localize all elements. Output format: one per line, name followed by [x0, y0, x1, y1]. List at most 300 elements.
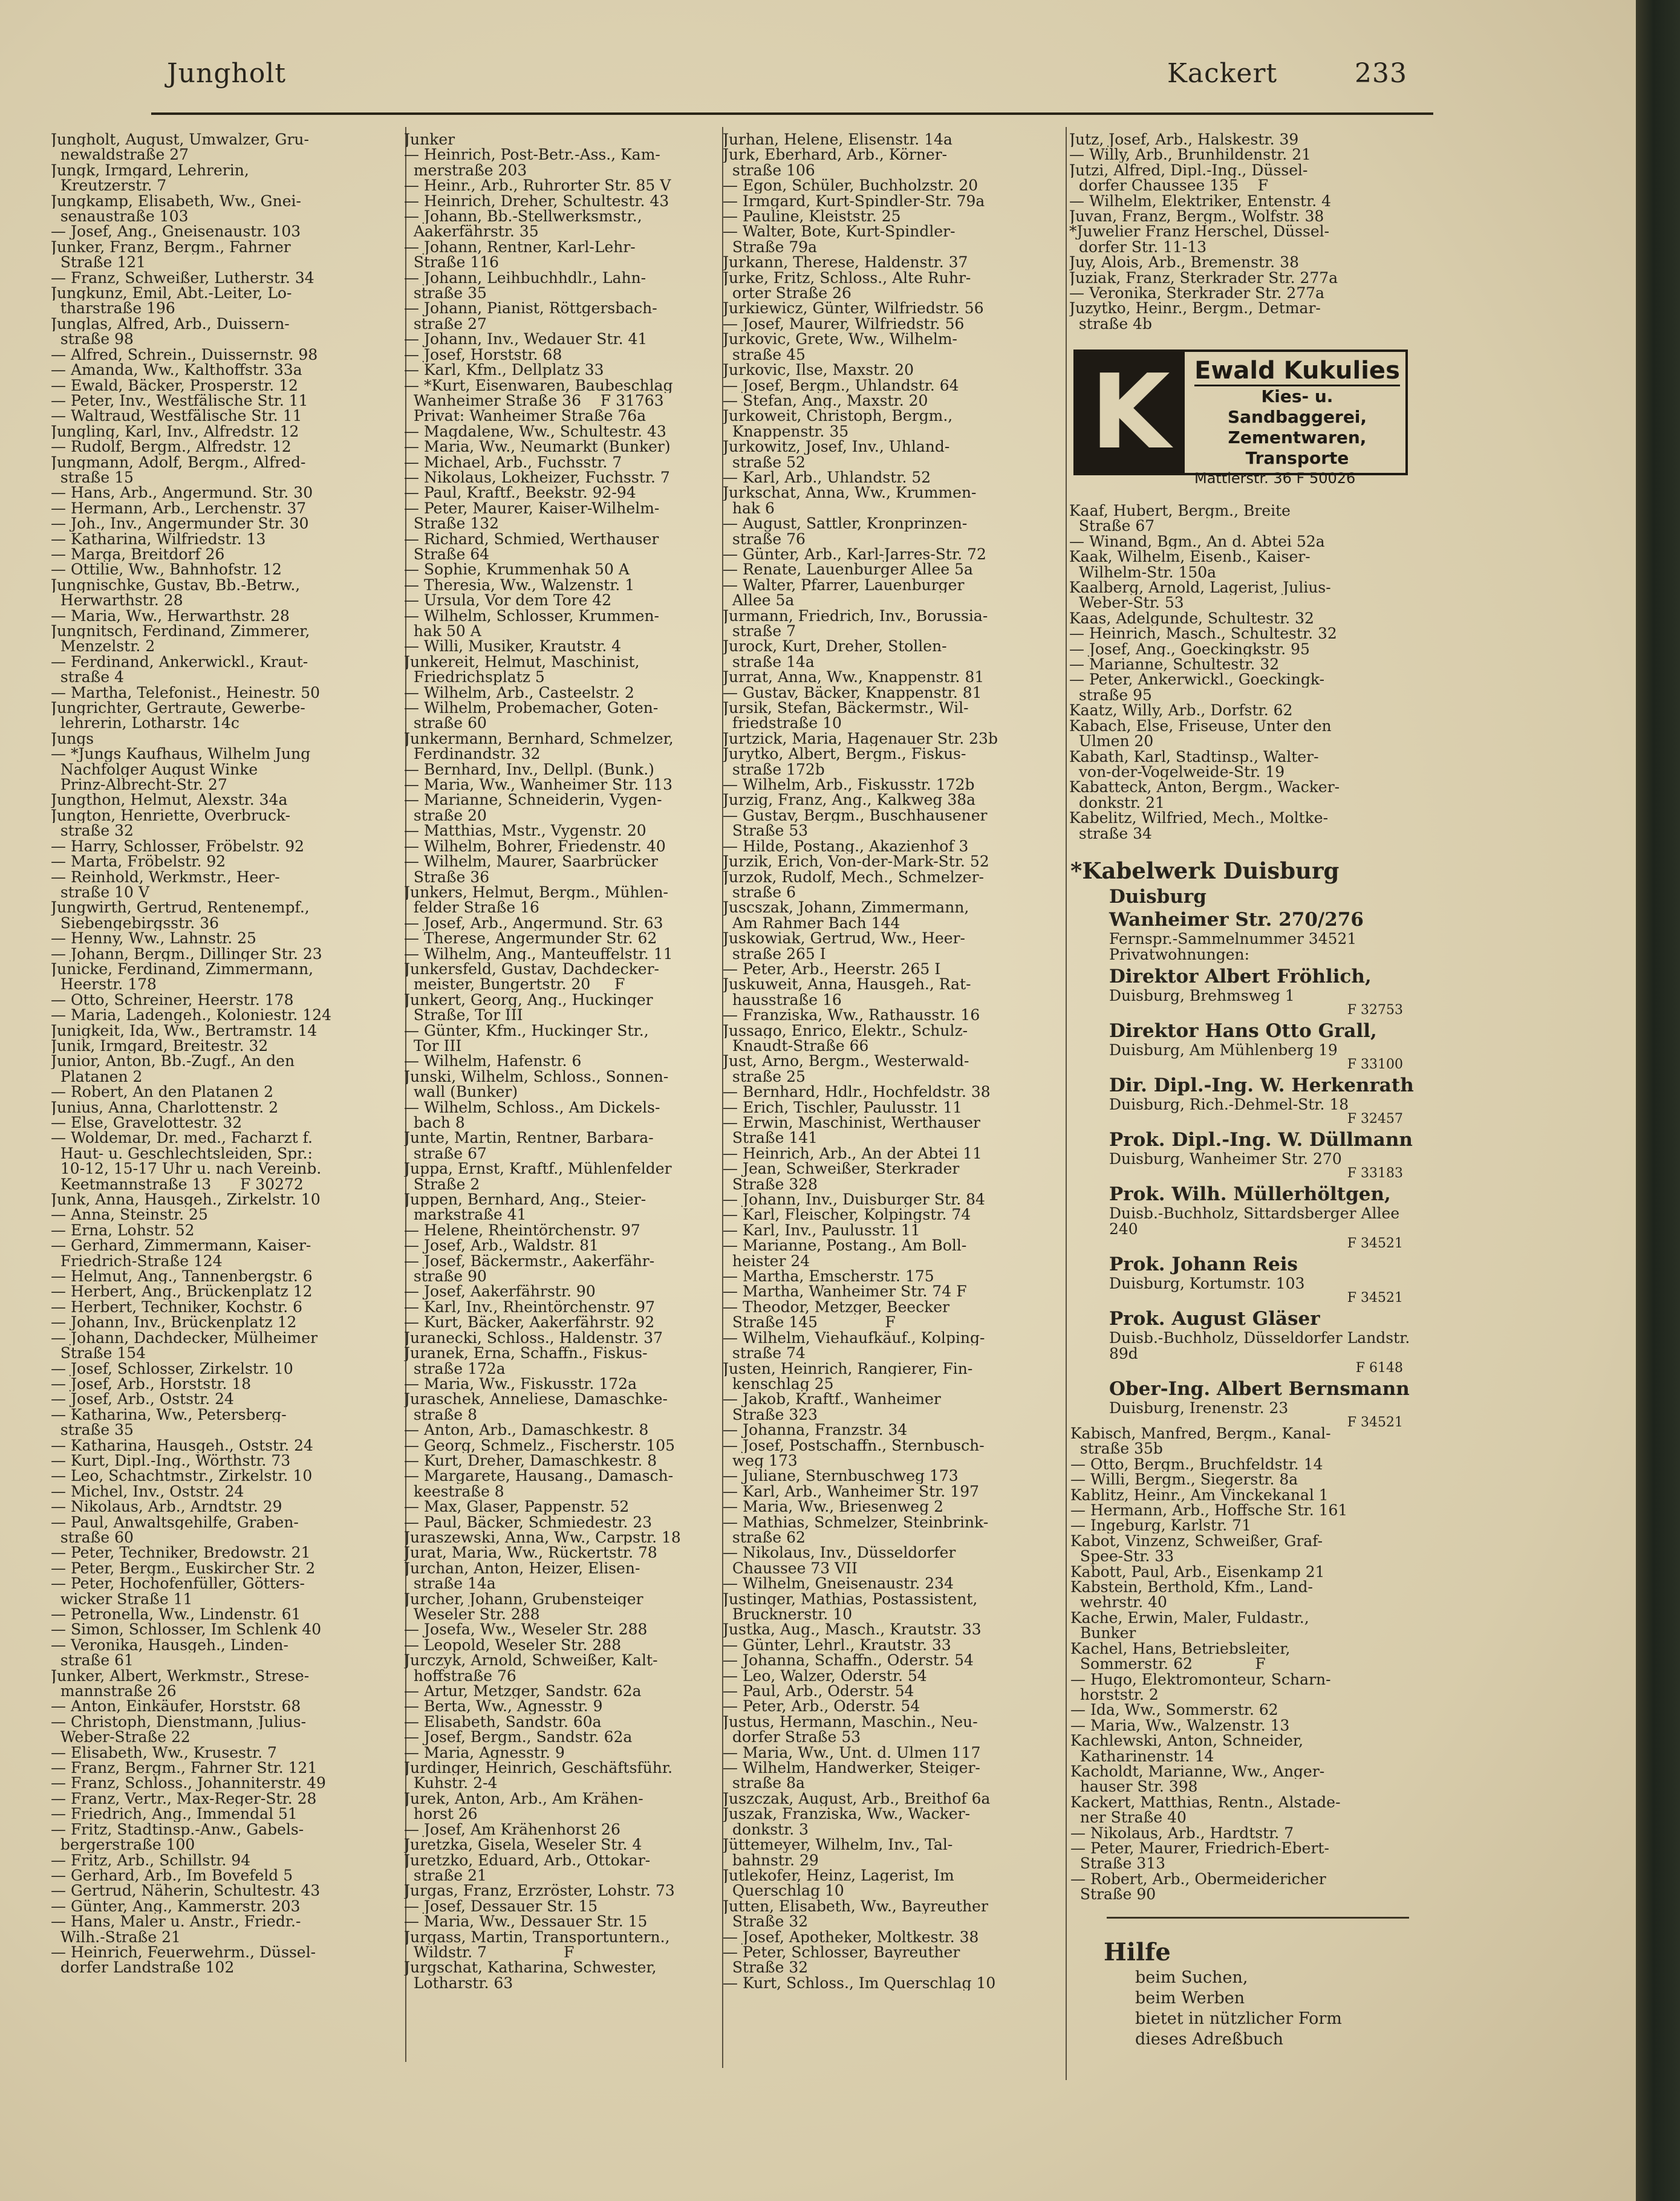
directory-entry-line: — August, Sattler, Kronprinzen-: [723, 516, 968, 532]
directory-entry-line: — Pauline, Kleiststr. 25: [723, 209, 901, 224]
directory-entry-line: merstraße 203: [404, 162, 527, 178]
hilfe-rule-top: [1107, 1917, 1409, 1919]
directory-entry-line: Juppen, Bernhard, Ang., Steier-: [404, 1192, 646, 1208]
directory-entry-line: Knappenstr. 35: [723, 423, 849, 440]
kabelwerk-people: [1070, 965, 1427, 1429]
directory-entry-line: senaustraße 103: [51, 209, 189, 224]
directory-entry-line: tharstraße 196: [51, 301, 175, 316]
directory-entry-line: Jurzik, Erich, Von-der-Mark-Str. 52: [723, 854, 989, 870]
directory-entry-line: hausstraße 16: [723, 992, 842, 1008]
directory-entry-line: straße 32: [51, 823, 134, 839]
directory-entry-line: — Karl, Kfm., Dellplatz 33: [404, 362, 604, 378]
directory-entry-line: — Kurt, Schloss., Im Querschlag 10: [723, 1975, 996, 1991]
kabelwerk-person-phone: F 33183: [1347, 1166, 1403, 1181]
directory-entry-line: Kabatteck, Anton, Bergm., Wacker-: [1069, 779, 1340, 795]
directory-entry-line: — Jean, Schweißer, Sterkrader: [723, 1161, 960, 1177]
directory-entry-line: — Josef, Ang., Gneisenaustr. 103: [51, 224, 301, 239]
directory-entry-line: Junkereit, Helmut, Maschinist,: [404, 654, 640, 670]
directory-entry-line: — Gustav, Bergm., Buschhausener: [723, 807, 988, 824]
directory-entry-line: Kabstein, Berthold, Kfm., Land-: [1070, 1579, 1313, 1595]
directory-entry-line: — Juliane, Sternbuschweg 173: [723, 1468, 959, 1484]
directory-entry-line: Bunker: [1070, 1625, 1136, 1641]
directory-entry-line: — Wilhelm, Hafenstr. 6: [404, 1053, 582, 1069]
directory-entry-line: Jurkann, Therese, Haldenstr. 37: [723, 255, 968, 270]
directory-entry-line: — Artur, Metzger, Sandstr. 62a: [404, 1683, 642, 1699]
directory-entry-line: — Erna, Lohstr. 52: [51, 1222, 195, 1238]
directory-entry-line: Kabisch, Manfred, Bergm., Kanal-: [1070, 1426, 1331, 1442]
directory-entry-line: straße 20: [404, 807, 487, 824]
directory-entry-line: Straße 53: [723, 823, 809, 839]
ad-line: Zementwaren,: [1228, 428, 1367, 447]
directory-entry-line: Aakerfährstr. 35: [404, 224, 539, 239]
directory-entry-line: straße 25: [723, 1068, 806, 1085]
directory-entry-line: Wildstr. 7 F: [404, 1944, 575, 1960]
directory-entry-line: — Josef, Postschaffn., Sternbusch-: [723, 1437, 985, 1453]
directory-entry-line: wall (Bunker): [404, 1084, 518, 1100]
hilfe-notice: [1104, 1937, 1406, 2050]
kabelwerk-person-name: Direktor Albert Fröhlich,: [1109, 966, 1372, 987]
directory-entry-line: Wilhelm-Str. 150a: [1069, 564, 1217, 580]
directory-entry-line: Jurytko, Albert, Bergm., Fiskus-: [723, 746, 966, 762]
directory-entry-line: — Robert, Arb., Obermeidericher: [1070, 1871, 1326, 1887]
kabelwerk-person-address: Duisburg, Am Mühlenberg 19: [1109, 1041, 1338, 1059]
directory-entry-line: mannstraße 26: [51, 1683, 177, 1699]
directory-entry-line: Jurk, Eberhard, Arb., Körner-: [723, 147, 948, 163]
directory-entry-line: — Johann, Inv., Wedauer Str. 41: [404, 331, 648, 347]
directory-entry-line: Kaak, Wilhelm, Eisenb., Kaiser-: [1069, 549, 1310, 565]
directory-entry-line: straße 8a: [723, 1775, 805, 1791]
directory-entry-line: Juszak, Franziska, Ww., Wacker-: [723, 1806, 971, 1822]
kabelwerk-person-address: Duisburg, Rich.-Dehmel-Str. 18: [1109, 1096, 1349, 1113]
directory-entry-line: — Hugo, Elektromonteur, Scharn-: [1070, 1671, 1331, 1687]
directory-entry-line: — Paul, Kraftf., Beekstr. 92-94: [404, 485, 636, 501]
directory-entry-line: Straße 79a: [723, 239, 818, 255]
directory-entry-line: Jungkamp, Elisabeth, Ww., Gnei-: [51, 193, 301, 209]
column-4: [1069, 132, 1432, 331]
directory-entry-line: Kabach, Else, Friseuse, Unter den: [1069, 718, 1332, 734]
directory-entry-line: — Maria, Ww., Unt. d. Ulmen 117: [723, 1744, 981, 1761]
directory-entry-line: Jutzi, Alfred, Dipl.-Ing., Düssel-: [1069, 162, 1308, 178]
directory-entry-line: — Josef, Arb., Oststr. 24: [51, 1391, 234, 1407]
directory-entry-line: Kachlewski, Anton, Schneider,: [1070, 1733, 1304, 1749]
directory-entry-line: Siebengebirgsstr. 36: [51, 915, 220, 931]
directory-entry-line: — Otto, Schreiner, Heerstr. 178: [51, 992, 294, 1008]
directory-entry-line: friedstraße 10: [723, 715, 842, 731]
directory-entry-line: Straße 145 F: [723, 1315, 896, 1330]
directory-entry-line: straße 67: [404, 1145, 487, 1162]
directory-entry-line: — Wilhelm, Schlosser, Krummen-: [404, 608, 659, 623]
directory-entry-line: Menzelstr. 2: [51, 639, 155, 654]
directory-entry-line: straße 95: [1069, 687, 1152, 703]
directory-entry-line: Junkersfeld, Gustav, Dachdecker-: [404, 961, 659, 977]
directory-entry-line: — Kurt, Dreher, Damaschkestr. 8: [404, 1452, 657, 1469]
directory-entry-line: Kabelitz, Wilfried, Mech., Moltke-: [1069, 810, 1329, 826]
directory-entry-line: hak 6: [723, 500, 775, 516]
directory-entry-line: Jurek, Anton, Arb., Am Krähen-: [404, 1790, 643, 1807]
directory-entry-line: Juziak, Franz, Sterkrader Str. 277a: [1069, 270, 1338, 286]
directory-entry-line: Juvan, Franz, Bergm., Wolfstr. 38: [1069, 209, 1324, 224]
directory-entry-line: Straße 2: [404, 1176, 480, 1192]
ad-line: Transporte: [1245, 448, 1349, 468]
kabelwerk-person-address: Duisburg, Brehmsweg 1: [1109, 987, 1295, 1004]
directory-entry-line: — Walter, Pfarrer, Lauenburger: [723, 577, 965, 593]
directory-entry-line: Juretzka, Gisela, Weseler Str. 4: [404, 1837, 642, 1853]
directory-entry-line: straße 98: [51, 331, 134, 347]
directory-entry-line: Jungrichter, Gertraute, Gewerbe-: [51, 700, 305, 716]
directory-entry-line: — Veronika, Hausgeh., Linden-: [51, 1637, 288, 1653]
directory-entry-line: — Kurt, Bäcker, Aakerfährstr. 92: [404, 1315, 655, 1330]
directory-entry-line: — Sophie, Krummenhak 50 A: [404, 562, 630, 577]
directory-entry-line: Haut- u. Geschlechtsleiden, Spr.:: [51, 1145, 313, 1162]
directory-entry-line: Jurat, Maria, Ww., Rückertstr. 78: [404, 1545, 657, 1561]
directory-entry-line: Brucknerstr. 10: [723, 1607, 853, 1622]
directory-entry-line: — Gerhard, Zimmermann, Kaiser-: [51, 1238, 311, 1253]
directory-entry-line: — Heinrich, Masch., Schultestr. 32: [1069, 626, 1337, 642]
directory-entry-line: Jurczyk, Arnold, Schweißer, Kalt-: [404, 1653, 658, 1668]
directory-entry-line: — Marga, Breitdorf 26: [51, 546, 225, 562]
running-head-left: Jungholt: [167, 58, 287, 89]
directory-entry-line: orter Straße 26: [723, 285, 851, 301]
directory-entry-line: — Stefan, Ang., Maxstr. 20: [723, 392, 928, 409]
column-4-continued: [1069, 503, 1432, 841]
directory-entry-line: — Renate, Lauenburger Allee 5a: [723, 562, 973, 577]
directory-entry-line: Jurcher, Johann, Grubensteiger: [404, 1591, 643, 1607]
directory-entry-line: Jurdinger, Heinrich, Geschäftsführ.: [404, 1760, 673, 1776]
directory-entry-line: Straße 154: [51, 1345, 146, 1361]
directory-entry-line: — Johann, Bb.-Stellwerksmstr.,: [404, 209, 642, 224]
directory-entry-line: — Marianne, Postang., Am Boll-: [723, 1238, 967, 1253]
directory-entry-line: Am Rahmer Bach 144: [723, 915, 900, 931]
directory-entry-line: — Maria, Ww., Dessauer Str. 15: [404, 1914, 648, 1930]
directory-entry-line: — Franz, Schweißer, Lutherstr. 34: [51, 270, 314, 286]
directory-entry-line: wicker Straße 11: [51, 1591, 193, 1607]
kabelwerk-person-name: Prok. Johann Reis: [1109, 1253, 1298, 1275]
directory-entry-line: — Wilhelm, Schloss., Am Dickels-: [404, 1099, 660, 1115]
directory-entry-line: — Ida, Ww., Sommerstr. 62: [1070, 1702, 1278, 1718]
directory-entry-line: — Peter, Bergm., Euskircher Str. 2: [51, 1560, 316, 1576]
directory-entry-line: Jurrat, Anna, Ww., Knappenstr. 81: [723, 669, 985, 685]
directory-entry-line: Straße, Tor III: [404, 1007, 523, 1023]
directory-entry-line: — Veronika, Sterkrader Str. 277a: [1069, 285, 1325, 301]
directory-entry-line: Straße 121: [51, 255, 146, 270]
directory-entry-line: — Anton, Arb., Damaschkestr. 8: [404, 1422, 649, 1438]
directory-entry-line: — Herbert, Ang., Brückenplatz 12: [51, 1284, 313, 1299]
directory-entry-line: — Magdalene, Ww., Schultestr. 43: [404, 423, 666, 440]
directory-entry-line: — Josef, Am Krähenhorst 26: [404, 1821, 620, 1838]
directory-entry-line: — Theodor, Metzger, Beecker: [723, 1299, 950, 1315]
directory-entry-line: — Wilhelm, Probemacher, Goten-: [404, 700, 659, 716]
directory-entry-line: — Gustav, Bäcker, Knappenstr. 81: [723, 684, 982, 701]
directory-entry-line: — Amanda, Ww., Kalthoffstr. 33a: [51, 362, 302, 378]
directory-entry-line: — Heinrich, Arb., An der Abtei 11: [723, 1145, 982, 1162]
directory-entry-line: bergerstraße 100: [51, 1837, 195, 1853]
directory-entry-line: Keetmannstraße 13 F 30272: [51, 1176, 304, 1192]
directory-entry-line: — Maria, Ww., Walzenstr. 13: [1070, 1717, 1290, 1734]
directory-entry-line: — Josef, Apotheker, Moltkestr. 38: [723, 1929, 979, 1945]
directory-entry-line: — Maria, Ww., Wanheimer Str. 113: [404, 777, 672, 793]
directory-entry-line: — Willi, Bergm., Siegerstr. 8a: [1070, 1472, 1298, 1487]
directory-entry-line: — Nikolaus, Arb., Arndtstr. 29: [51, 1499, 282, 1515]
directory-entry-line: — Karl, Fleischer, Kolpingstr. 74: [723, 1207, 971, 1223]
directory-entry-line: Juranecki, Schloss., Haldenstr. 37: [404, 1330, 663, 1346]
directory-entry-line: Junski, Wilhelm, Schloss., Sonnen-: [404, 1068, 669, 1085]
directory-entry-line: Junik, Irmgard, Breitestr. 32: [51, 1038, 269, 1054]
directory-entry-line: — Winand, Bgm., An d. Abtei 52a: [1069, 533, 1325, 550]
directory-entry-line: — Hermann, Arb., Hoffsche Str. 161: [1070, 1503, 1348, 1518]
directory-entry-line: straße 14a: [723, 654, 815, 670]
directory-entry-line: — Hilde, Postang., Akazienhof 3: [723, 838, 969, 854]
directory-entry-line: — Martha, Telefonist., Heinestr. 50: [51, 684, 321, 701]
directory-entry-line: bach 8: [404, 1115, 465, 1131]
directory-entry-line: Juppa, Ernst, Kraftf., Mühlenfelder: [404, 1161, 672, 1177]
directory-entry-line: Jungkunz, Emil, Abt.-Leiter, Lo-: [51, 285, 292, 301]
directory-entry-line: — Johann, Dachdecker, Mülheimer: [51, 1330, 318, 1346]
directory-entry-line: — Heinr., Arb., Ruhrorter Str. 85 V: [404, 178, 671, 193]
directory-entry-line: — Karl, Inv., Rheintörchenstr. 97: [404, 1299, 655, 1315]
hilfe-line: beim Suchen,: [1135, 1968, 1248, 1987]
directory-entry-line: Friedrich-Straße 124: [51, 1253, 223, 1269]
directory-entry-line: — Ursula, Vor dem Tore 42: [404, 593, 612, 608]
directory-entry-line: — Max, Glaser, Pappenstr. 52: [404, 1499, 630, 1515]
directory-entry-line: — Else, Gravelottestr. 32: [51, 1115, 243, 1131]
directory-entry-line: — Peter, Maurer, Friedrich-Ebert-: [1070, 1840, 1329, 1856]
directory-entry-line: Jurgschat, Katharina, Schwester,: [404, 1960, 657, 1975]
directory-entry-line: — Johann, Inv., Brückenplatz 12: [51, 1315, 297, 1330]
directory-entry-line: — Wilhelm, Ang., Manteuffelstr. 11: [404, 946, 673, 961]
directory-entry-line: Weber-Straße 22: [51, 1729, 190, 1745]
directory-entry-line: straße 76: [723, 531, 806, 547]
directory-entry-line: Jurzok, Rudolf, Mech., Schmelzer-: [723, 869, 984, 885]
directory-entry-line: — Josef, Aakerfährstr. 90: [404, 1284, 596, 1299]
directory-entry-line: — Franz, Schloss., Johanniterstr. 49: [51, 1775, 326, 1791]
directory-entry-line: — Nikolaus, Lokheizer, Fuchsstr. 7: [404, 469, 670, 486]
directory-entry-line: Juranek, Erna, Schaffn., Fiskus-: [404, 1345, 648, 1361]
directory-entry-line: — Wilhelm, Gneisenaustr. 234: [723, 1576, 954, 1591]
directory-entry-line: meister, Bungertstr. 20 F: [404, 977, 625, 992]
directory-entry-line: — Maria, Ww., Briesenweg 2: [723, 1499, 944, 1515]
directory-entry-line: — Marta, Fröbelstr. 92: [51, 854, 226, 870]
directory-entry-line: weg 173: [723, 1452, 798, 1469]
directory-entry-line: straße 6: [723, 884, 796, 900]
directory-entry-line: Juraschek, Anneliese, Damaschke-: [404, 1391, 668, 1407]
ad-logo-letter: K: [1076, 352, 1185, 473]
directory-entry-line: Junkert, Georg, Ang., Huckinger: [404, 992, 653, 1008]
directory-entry-line: — Richard, Schmied, Werthauser: [404, 531, 659, 547]
directory-entry-line: Jungk, Irmgard, Lehrerin,: [51, 162, 249, 178]
directory-entry-line: dorfer Str. 11-13: [1069, 239, 1207, 255]
directory-entry-line: Katharinenstr. 14: [1070, 1748, 1214, 1764]
ad-address: Mattlerstr. 36 F 50026: [1194, 470, 1356, 487]
directory-entry-line: Jurtzick, Maria, Hagenauer Str. 23b: [723, 730, 998, 747]
directory-entry-line: Juy, Alois, Arb., Bremenstr. 38: [1069, 255, 1299, 270]
directory-entry-line: — Egon, Schüler, Buchholzstr. 20: [723, 178, 978, 193]
directory-entry-line: — Katharina, Wilfriedstr. 13: [51, 531, 266, 547]
directory-entry-line: — Katharina, Ww., Petersberg-: [51, 1406, 287, 1423]
directory-entry-line: straße 172b: [723, 761, 825, 778]
directory-entry-line: Jutlekofer, Heinz, Lagerist, Im: [723, 1867, 954, 1884]
directory-entry-line: donkstr. 3: [723, 1821, 809, 1838]
directory-entry-line: Kreutzerstr. 7: [51, 178, 167, 193]
directory-entry-line: Herwarthstr. 28: [51, 593, 183, 608]
directory-entry-line: — Maria, Ww., Neumarkt (Bunker): [404, 439, 671, 455]
directory-entry-line: straße 45: [723, 346, 806, 363]
directory-entry-line: Jüttemeyer, Wilhelm, Inv., Tal-: [723, 1837, 953, 1853]
directory-entry-line: — Petronella, Ww., Lindenstr. 61: [51, 1607, 301, 1622]
hilfe-line: dieses Adreßbuch: [1135, 2030, 1284, 2049]
directory-entry-line: — Wilhelm, Maurer, Saarbrücker: [404, 854, 658, 870]
directory-entry-line: Justen, Heinrich, Rangierer, Fin-: [723, 1361, 973, 1376]
directory-entry-line: Jurhan, Helene, Elisenstr. 14a: [723, 132, 952, 148]
directory-entry-line: — Fritz, Arb., Schillstr. 94: [51, 1852, 251, 1868]
kabelwerk-block: [1070, 856, 1427, 1429]
directory-entry-line: Straße 32: [723, 1914, 809, 1930]
directory-entry-line: Straße 67: [1069, 518, 1155, 534]
kabelwerk-person-name: Prok. Dipl.-Ing. W. Düllmann: [1109, 1129, 1413, 1151]
directory-entry-line: — Bernhard, Inv., Dellpl. (Bunk.): [404, 761, 654, 778]
directory-entry-line: straße 4: [51, 669, 124, 685]
directory-entry-line: Platanen 2: [51, 1068, 143, 1085]
directory-entry-line: Jungholt, August, Umwalzer, Gru-: [51, 132, 309, 148]
directory-entry-line: Nachfolger August Winke: [51, 761, 258, 778]
directory-entry-line: — Matthias, Mstr., Vygenstr. 20: [404, 823, 646, 839]
column-3: [723, 132, 1067, 1991]
directory-entry-line: Junkers, Helmut, Bergm., Mühlen-: [404, 884, 668, 900]
directory-entry-line: — Josef, Bergm., Sandstr. 62a: [404, 1729, 633, 1745]
directory-entry-line: Kacholdt, Marianne, Ww., Anger-: [1070, 1763, 1325, 1780]
directory-entry-line: — Marianne, Schneiderin, Vygen-: [404, 792, 662, 808]
directory-entry-line: — Maria, Agnesstr. 9: [404, 1744, 565, 1761]
kabelwerk-person-address: Duisb.-Buchholz, Sittardsberger Allee 240: [1109, 1205, 1400, 1238]
directory-entry-line: — Martha, Wanheimer Str. 74 F: [723, 1284, 967, 1299]
ad-text: [1194, 357, 1400, 488]
directory-entry-line: Kaas, Adelgunde, Schultestr. 32: [1069, 610, 1314, 626]
directory-entry-line: straße 27: [404, 316, 487, 332]
directory-entry-line: Juskuweit, Anna, Hausgeh., Rat-: [723, 977, 971, 992]
directory-entry-line: — Johann, Pianist, Röttgersbach-: [404, 301, 657, 316]
directory-entry-line: Kabath, Karl, Stadtinsp., Walter-: [1069, 749, 1319, 764]
directory-entry-line: Querschlag 10: [723, 1883, 844, 1899]
kabelwerk-person-name: Direktor Hans Otto Grall,: [1109, 1020, 1377, 1042]
directory-entry-line: — Walter, Bote, Kurt-Spindler-: [723, 224, 956, 239]
directory-entry-line: — Peter, Arb., Heerstr. 265 I: [723, 961, 941, 977]
directory-entry-line: — Heinrich, Post-Betr.-Ass., Kam-: [404, 147, 660, 163]
directory-entry-line: kenschlag 25: [723, 1376, 834, 1392]
directory-entry-line: Ulmen 20: [1069, 733, 1154, 749]
directory-entry-line: Jungling, Karl, Inv., Alfredstr. 12: [51, 423, 299, 440]
directory-entry-line: Jurkoweit, Christoph, Bergm.,: [723, 408, 953, 424]
directory-entry-line: Jungs: [51, 730, 94, 747]
directory-entry-line: Junglas, Alfred, Arb., Duissern-: [51, 316, 290, 332]
directory-entry-line: Justka, Aug., Masch., Krautstr. 33: [723, 1622, 982, 1637]
directory-entry-line: Kache, Erwin, Maler, Fuldastr.,: [1070, 1610, 1309, 1626]
directory-entry-line: straße 8: [404, 1406, 477, 1423]
directory-entry-line: — Wilhelm, Arb., Casteelstr. 2: [404, 684, 634, 701]
directory-entry-line: straße 172a: [404, 1361, 506, 1376]
directory-entry-line: — Leopold, Weseler Str. 288: [404, 1637, 622, 1653]
kabelwerk-title: *Kabelwerk Duisburg: [1070, 857, 1340, 884]
directory-entry-line: Jungthon, Helmut, Alexstr. 34a: [51, 792, 288, 808]
directory-entry-line: Straße 141: [723, 1130, 818, 1146]
directory-entry-line: — Kurt, Dipl.-Ing., Wörthstr. 73: [51, 1452, 291, 1469]
directory-entry-line: Ferdinandstr. 32: [404, 746, 541, 762]
directory-entry-line: — Mathias, Schmelzer, Steinbrink-: [723, 1514, 989, 1530]
directory-entry-line: — Günter, Ang., Kammerstr. 203: [51, 1898, 301, 1914]
directory-entry-line: — Martha, Emscherstr. 175: [723, 1269, 934, 1284]
directory-entry-line: — Josefa, Ww., Weseler Str. 288: [404, 1622, 648, 1637]
directory-entry-line: straße 4b: [1069, 316, 1152, 332]
directory-entry-line: Prinz-Albrecht-Str. 27: [51, 777, 227, 793]
directory-entry-line: — Josef, Maurer, Wilfriedstr. 56: [723, 316, 965, 332]
directory-entry-line: straße 14a: [404, 1576, 496, 1591]
kabelwerk-person-name: Ober-Ing. Albert Bernsmann: [1109, 1378, 1410, 1400]
directory-entry-line: Junker: [404, 132, 455, 148]
directory-entry-line: Kachel, Hans, Betriebsleiter,: [1070, 1640, 1291, 1657]
running-head-right: Kackert: [1167, 58, 1278, 89]
directory-entry-line: — Josef, Arb., Angermund. Str. 63: [404, 915, 663, 931]
directory-entry-line: — Jakob, Kraftf., Wanheimer: [723, 1391, 941, 1407]
directory-entry-line: — Peter, Ankerwickl., Goeckingk-: [1069, 672, 1325, 688]
directory-entry-line: — Reinhold, Werkmstr., Heer-: [51, 869, 280, 885]
column-4-lower: [1070, 1426, 1433, 1902]
advertisement-box: [1073, 349, 1408, 487]
kabelwerk-street: Wanheimer Str. 270/276: [1109, 909, 1364, 931]
directory-entry-line: felder Straße 16: [404, 900, 539, 915]
directory-entry-line: — Wilhelm, Viehaufkäuf., Kolping-: [723, 1330, 985, 1346]
directory-entry-line: — Peter, Techniker, Bredowstr. 21: [51, 1545, 311, 1561]
kabelwerk-person-phone: F 34521: [1347, 1415, 1403, 1430]
directory-entry-line: Jungwirth, Gertrud, Rentenempf.,: [51, 900, 310, 915]
directory-entry-line: straße 7: [723, 623, 796, 639]
directory-entry-line: Jursik, Stefan, Bäckermstr., Wil-: [723, 700, 969, 716]
directory-entry-line: Jurkovic, Grete, Ww., Wilhelm-: [723, 331, 958, 347]
kabelwerk-person-address: Duisburg, Irenenstr. 23: [1109, 1399, 1289, 1417]
directory-entry-line: Jurkschat, Anna, Ww., Krummen-: [723, 485, 977, 501]
directory-entry-line: — Peter, Inv., Westfälische Str. 11: [51, 392, 308, 409]
directory-entry-line: — Paul, Bäcker, Schmiedestr. 23: [404, 1514, 653, 1530]
directory-entry-line: — Ferdinand, Ankerwickl., Kraut-: [51, 654, 308, 670]
directory-entry-line: Justinger, Mathias, Postassistent,: [723, 1591, 978, 1607]
directory-entry-line: — Elisabeth, Ww., Krusestr. 7: [51, 1744, 277, 1761]
directory-entry-line: markstraße 41: [404, 1207, 527, 1223]
directory-entry-line: Straße 132: [404, 516, 500, 532]
directory-entry-line: Spee-Str. 33: [1070, 1549, 1174, 1564]
directory-entry-line: von-der-Vogelweide-Str. 19: [1069, 764, 1285, 780]
column-2: [404, 132, 743, 1991]
directory-entry-line: Tor III: [404, 1038, 462, 1054]
directory-entry-line: Junigkeit, Ida, Ww., Bertramstr. 14: [51, 1022, 317, 1038]
directory-entry-line: Jurock, Kurt, Dreher, Stollen-: [723, 639, 947, 654]
directory-entry-line: Junior, Anton, Bb.-Zugf., An den: [51, 1053, 295, 1069]
directory-entry-line: Wilh.-Straße 21: [51, 1929, 181, 1945]
directory-entry-line: Juretzko, Eduard, Arb., Ottokar-: [404, 1852, 651, 1868]
directory-entry-line: Jutten, Elisabeth, Ww., Bayreuther: [723, 1898, 988, 1914]
directory-entry-line: horststr. 2: [1070, 1686, 1159, 1703]
directory-entry-line: Juszczak, August, Arb., Breithof 6a: [723, 1790, 991, 1807]
directory-entry-line: dorfer Landstraße 102: [51, 1960, 235, 1975]
directory-entry-line: — Leo, Schachtmstr., Zirkelstr. 10: [51, 1468, 313, 1484]
directory-entry-line: — Harry, Schlosser, Fröbelstr. 92: [51, 838, 305, 854]
directory-entry-line: — Michel, Inv., Oststr. 24: [51, 1483, 244, 1500]
directory-entry-line: — Ewald, Bäcker, Prosperstr. 12: [51, 377, 298, 393]
directory-entry-line: — Herbert, Techniker, Kochstr. 6: [51, 1299, 302, 1315]
directory-entry-line: Junius, Anna, Charlottenstr. 2: [51, 1099, 279, 1115]
directory-entry-line: Straße 313: [1070, 1856, 1166, 1871]
directory-entry-line: — Johann, Leihbuchhdlr., Lahn-: [404, 270, 646, 286]
directory-entry-line: Junk, Anna, Hausgeh., Zirkelstr. 10: [51, 1192, 321, 1208]
directory-entry-line: — Josef, Bäckermstr., Aakerfähr-: [404, 1253, 655, 1269]
directory-entry-line: donkstr. 21: [1069, 795, 1165, 811]
directory-entry-line: Just, Arno, Bergm., Westerwald-: [723, 1053, 969, 1069]
